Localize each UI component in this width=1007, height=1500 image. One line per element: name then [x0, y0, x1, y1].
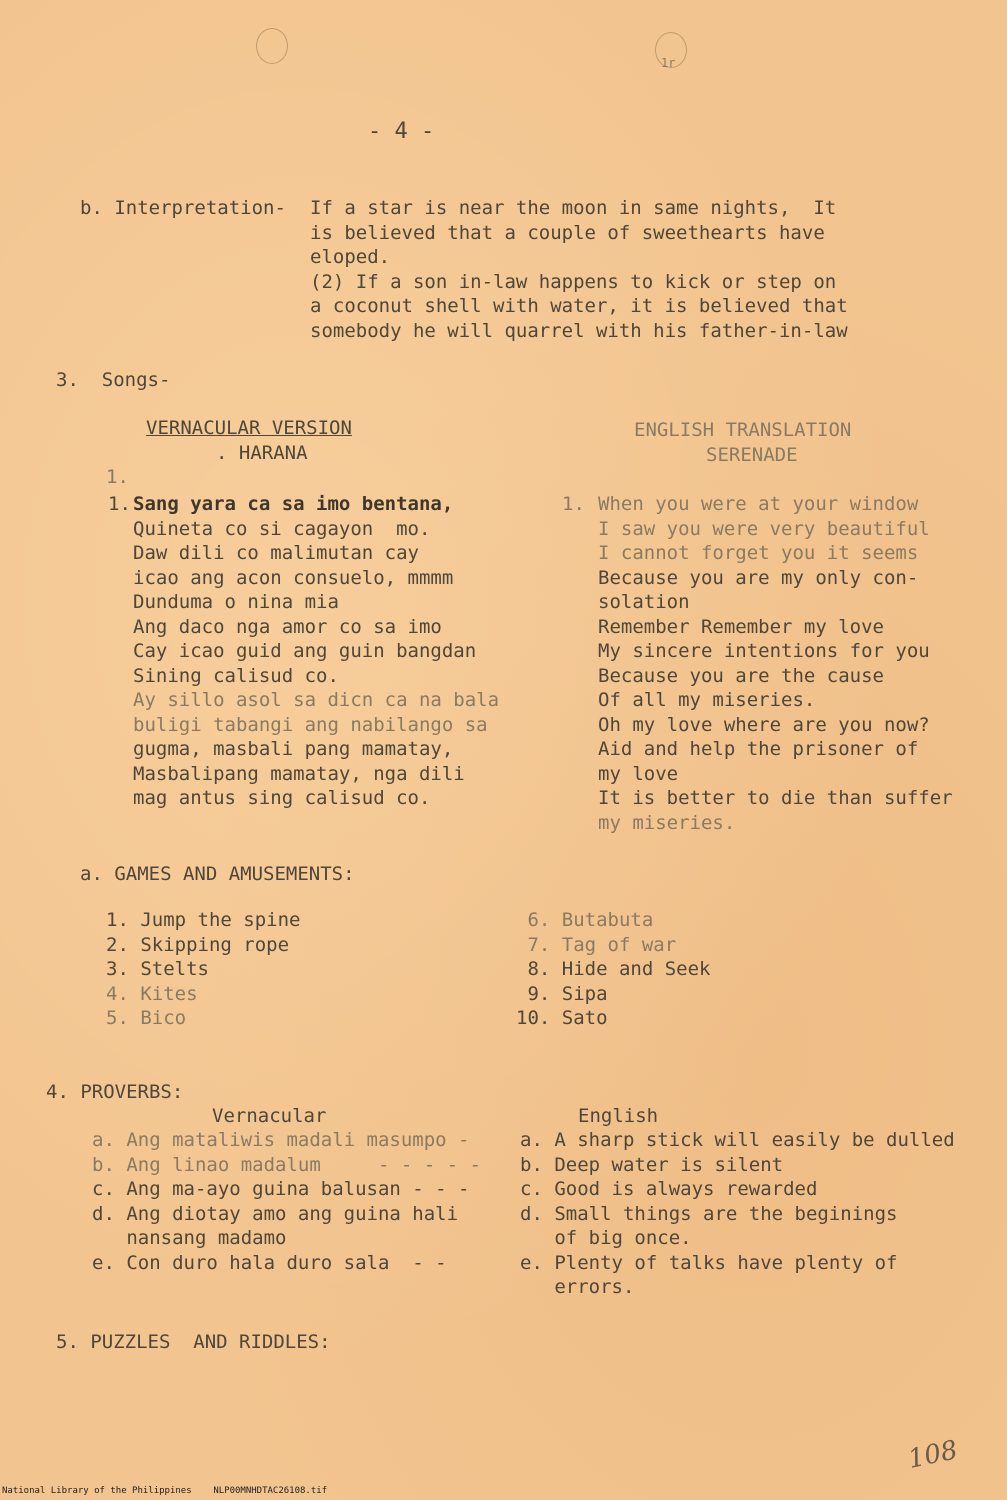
vernacular-lyric-line: gugma, masbali pang mamatay,: [133, 738, 454, 760]
proverb-vernacular-line: e. Con duro hala duro sala - -: [92, 1251, 447, 1274]
english-lyric-line: It is better to die than suffer: [598, 787, 953, 809]
vernacular-song-title: . HARANA: [216, 442, 308, 464]
vernacular-lyric-line: mag antus sing calisud co.: [133, 787, 431, 809]
vernacular-stray-number: 1.: [106, 466, 129, 488]
proverb-english-line: of big once.: [520, 1227, 692, 1249]
proverb-vernacular-line: a. Ang mataliwis madali masumpo -: [92, 1129, 470, 1151]
interpretation-line: is believed that a couple of sweethearts have: [310, 221, 825, 244]
game-item: 1. Jump the spine: [106, 909, 301, 931]
vernacular-lyric-line: Ay sillo asol sa dicn ca na bala: [133, 689, 500, 711]
proverbs-english-heading: English: [578, 1105, 659, 1127]
game-item: 6. Butabuta: [516, 909, 654, 931]
interpretation-line: eloped.: [310, 246, 391, 268]
english-lyric-line: Oh my love where are you now?: [598, 713, 930, 736]
interpretation-lines: [310, 196, 848, 343]
english-lyrics: [598, 492, 953, 835]
proverb-english-line: e. Plenty of talks have plenty of: [520, 1251, 898, 1274]
english-lyric-line: I cannot forget you it seems: [598, 542, 919, 564]
vernacular-lyric-line: buligi tabangi ang nabilango sa: [133, 713, 488, 736]
interpretation-line: (2) If a son in-law happens to kick or step on: [310, 270, 837, 293]
english-lyric-line: Because you are my only con-: [598, 566, 919, 589]
vernacular-lyric-line: Dunduma o nina mia: [133, 591, 339, 613]
corner-mark: 1r: [661, 56, 676, 70]
english-lyric-line: My sincere intentions for you: [598, 640, 930, 662]
english-lyric-line: I saw you were very beautiful: [598, 517, 930, 540]
game-item: 7. Tag of war: [516, 933, 677, 956]
proverb-vernacular-line: b. Ang linao madalum - - - - -: [92, 1153, 481, 1176]
proverb-vernacular-line: nansang madamo: [92, 1227, 287, 1249]
english-translation-heading: ENGLISH TRANSLATION: [634, 419, 852, 441]
vernacular-verse-number: 1.: [108, 493, 131, 515]
punch-hole-left: [256, 28, 288, 64]
interpretation-line: somebody he will quarrel with his father-in-law: [310, 319, 848, 342]
english-verse-number: 1.: [562, 493, 585, 515]
game-item: 10. Sato: [516, 1007, 608, 1029]
english-lyric-line: When you were at your window: [598, 493, 919, 515]
english-lyric-line: my miseries.: [598, 811, 736, 834]
vernacular-lyric-line: Quineta co si cagayon mo.: [133, 517, 431, 540]
vernacular-lyric-line: Sining calisud co.: [133, 664, 339, 687]
english-lyric-line: solation: [598, 591, 690, 613]
english-lyric-line: Of all my miseries.: [598, 689, 816, 711]
games-heading: a. GAMES AND AMUSEMENTS:: [80, 863, 355, 885]
proverb-vernacular-line: d. Ang diotay amo ang guina hali: [92, 1202, 459, 1225]
songs-heading: 3. Songs-: [56, 369, 171, 391]
game-item: 8. Hide and Seek: [516, 958, 711, 980]
game-item: 5. Bico: [106, 1007, 187, 1029]
proverbs-vernacular-heading: Vernacular: [212, 1105, 327, 1127]
game-item: 4. Kites: [106, 982, 198, 1005]
proverb-english-line: b. Deep water is silent: [520, 1153, 784, 1176]
games-list-left: [106, 908, 300, 1031]
proverbs-english-list: [520, 1128, 955, 1300]
game-item: 2. Skipping rope: [106, 933, 290, 956]
vernacular-version-heading: VERNACULAR VERSION: [146, 417, 352, 439]
english-song-title: SERENADE: [706, 444, 798, 466]
vernacular-lyric-line: Ang daco nga amor co sa imo: [133, 615, 442, 638]
handwritten-page-number: 108: [905, 1435, 961, 1475]
vernacular-lyric-line: Daw dili co malimutan cay: [133, 542, 419, 564]
proverb-english-line: c. Good is always rewarded: [520, 1178, 818, 1200]
game-item: 9. Sipa: [516, 982, 608, 1005]
proverbs-heading: 4. PROVERBS:: [46, 1081, 184, 1103]
proverb-english-line: d. Small things are the beginings: [520, 1202, 898, 1225]
vernacular-lyric-line: Masbalipang mamatay, nga dili: [133, 762, 465, 785]
vernacular-lyrics: [133, 492, 499, 811]
archive-footer: National Library of the Philippines NLP00MNHDTAC26108.tif: [2, 1486, 328, 1496]
proverb-english-line: a. A sharp stick will easily be dulled: [520, 1129, 955, 1151]
interpretation-line: a coconut shell with water, it is believed that: [310, 295, 848, 317]
proverb-vernacular-line: c. Ang ma-ayo guina balusan - - -: [92, 1178, 470, 1200]
vernacular-lyric-line: Cay icao guid ang guin bangdan: [133, 640, 477, 662]
vernacular-lyric-line: Sang yara ca sa imo bentana,: [133, 493, 454, 515]
interpretation-line: If a star is near the moon in same nights, It: [310, 197, 837, 219]
english-lyric-line: Because you are the cause: [598, 664, 884, 687]
proverbs-vernacular-list: [92, 1128, 481, 1275]
game-item: 3. Stelts: [106, 958, 209, 980]
page-number: - 4 -: [368, 119, 435, 144]
english-lyric-line: Remember Remember my love: [598, 615, 884, 638]
english-lyric-line: Aid and help the prisoner of: [598, 738, 919, 760]
puzzles-heading: 5. PUZZLES AND RIDDLES:: [56, 1331, 331, 1353]
games-list-right: [516, 908, 710, 1031]
interpretation-label: b. Interpretation-: [80, 197, 286, 219]
proverb-english-line: errors.: [520, 1276, 635, 1298]
english-lyric-line: my love: [598, 762, 679, 785]
vernacular-lyric-line: icao ang acon consuelo, mmmm: [133, 566, 454, 589]
